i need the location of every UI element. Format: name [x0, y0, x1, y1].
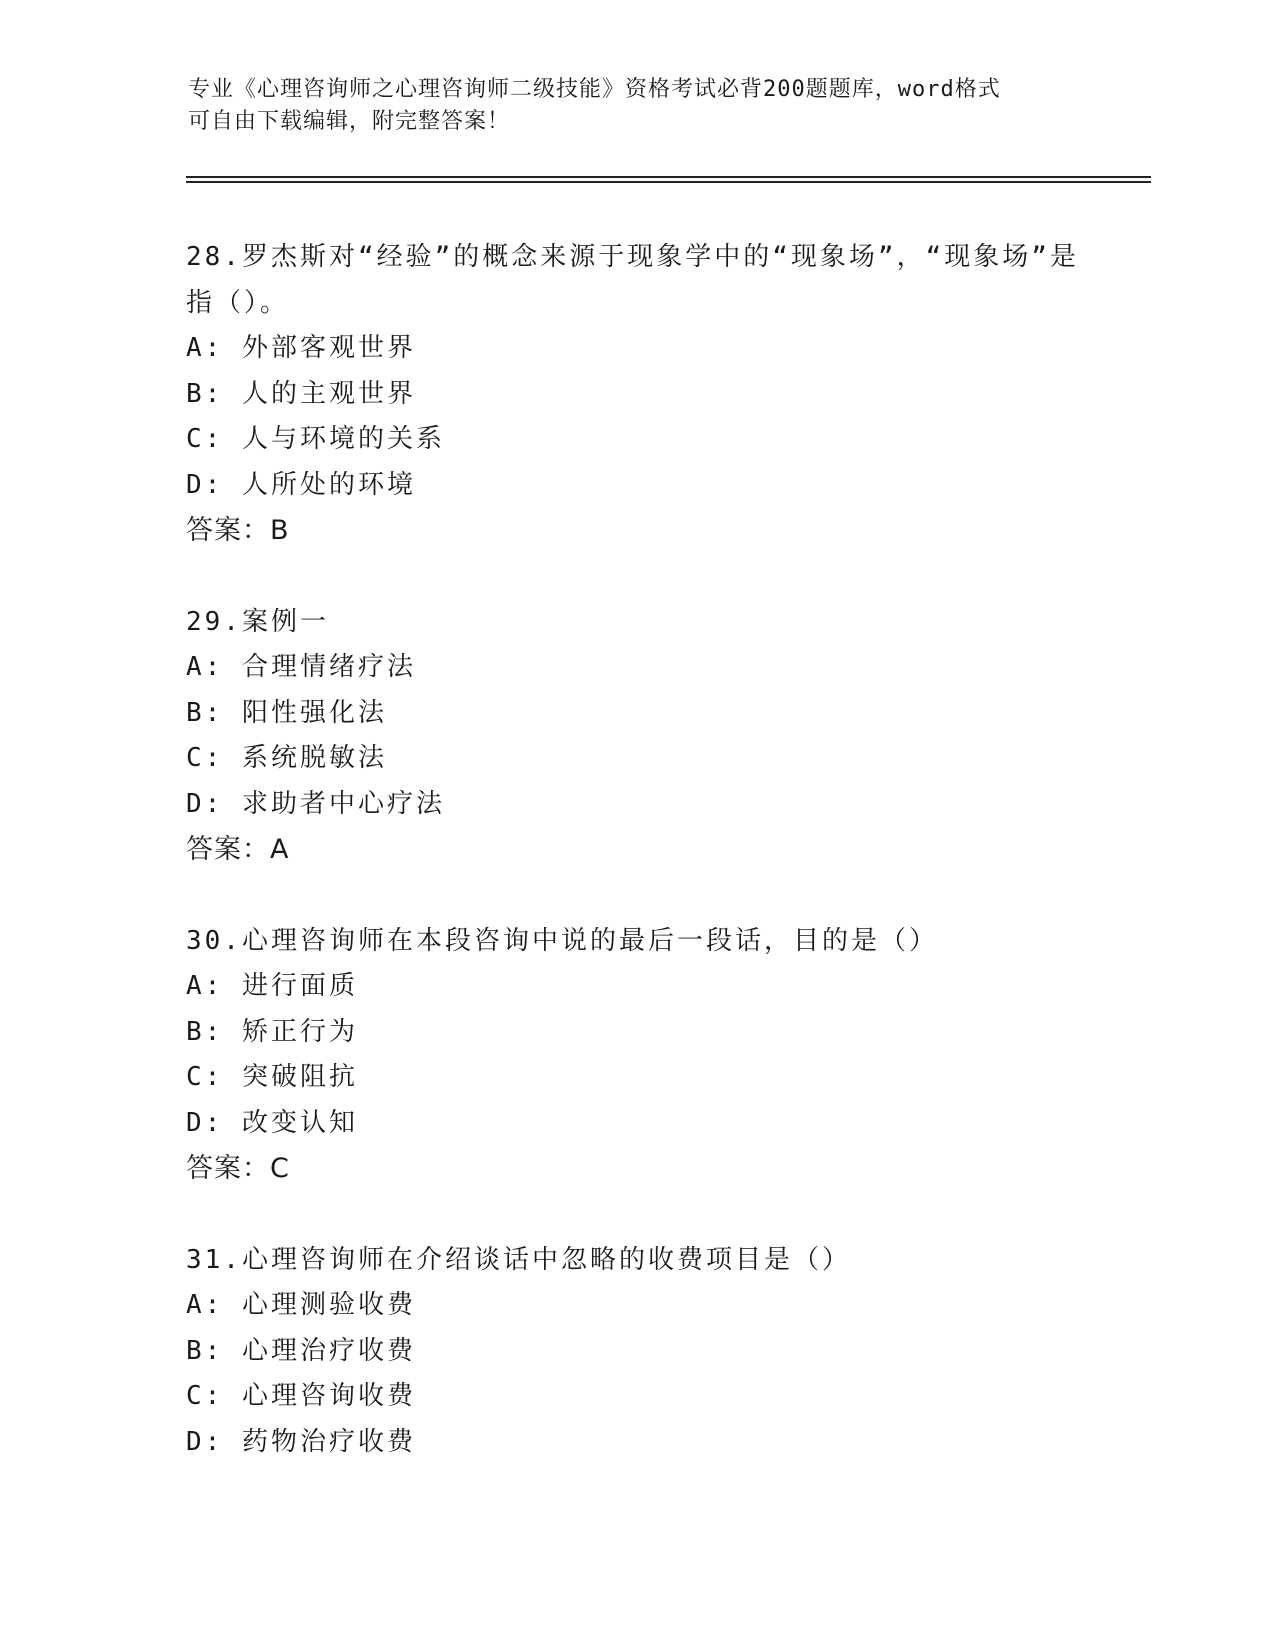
option-c: C: 系统脱敏法 [186, 743, 387, 773]
option-a: A: 心理测验收费 [186, 1290, 416, 1320]
option-c: C: 心理咨询收费 [186, 1381, 416, 1411]
answer-line: 答案：A [186, 834, 290, 865]
answer-line: 答案：C [186, 1153, 290, 1184]
question-30 [186, 918, 1086, 1192]
header-line-1: 专业《心理咨询师之心理咨询师二级技能》资格考试必背200题题库，word格式 [188, 77, 1001, 102]
document-header [188, 74, 1088, 138]
option-b: B: 人的主观世界 [186, 378, 416, 409]
option-a: A: 合理情绪疗法 [186, 652, 416, 682]
option-a: A: 进行面质 [186, 971, 358, 1001]
header-divider-top [186, 176, 1151, 178]
question-28 [186, 234, 1086, 554]
question-29 [186, 599, 1086, 873]
option-d: D: 求助者中心疗法 [186, 788, 445, 819]
question-text: 30.心理咨询师在本段咨询中说的最后一段话，目的是（） [186, 926, 938, 956]
option-c: C: 人与环境的关系 [186, 424, 445, 454]
question-text: 28.罗杰斯对“经验”的概念来源于现象学中的“现象场”，“现象场”是指（）。 [186, 242, 1079, 318]
option-d: D: 人所处的环境 [186, 469, 416, 500]
question-text: 31.心理咨询师在介绍谈话中忽略的收费项目是（） [186, 1245, 851, 1275]
option-b: B: 心理治疗收费 [186, 1335, 416, 1366]
header-divider-bottom [186, 181, 1151, 183]
option-c: C: 突破阻抗 [186, 1062, 358, 1092]
option-b: B: 阳性强化法 [186, 697, 387, 728]
option-b: B: 矫正行为 [186, 1016, 358, 1047]
answer-line: 答案：B [186, 515, 290, 546]
option-a: A: 外部客观世界 [186, 333, 416, 363]
question-text: 29.案例一 [186, 607, 329, 637]
question-list [186, 234, 1086, 1510]
option-d: D: 改变认知 [186, 1107, 358, 1138]
option-d: D: 药物治疗收费 [186, 1426, 416, 1457]
header-line-2: 可自由下载编辑，附完整答案！ [188, 109, 511, 134]
question-31 [186, 1237, 1086, 1465]
